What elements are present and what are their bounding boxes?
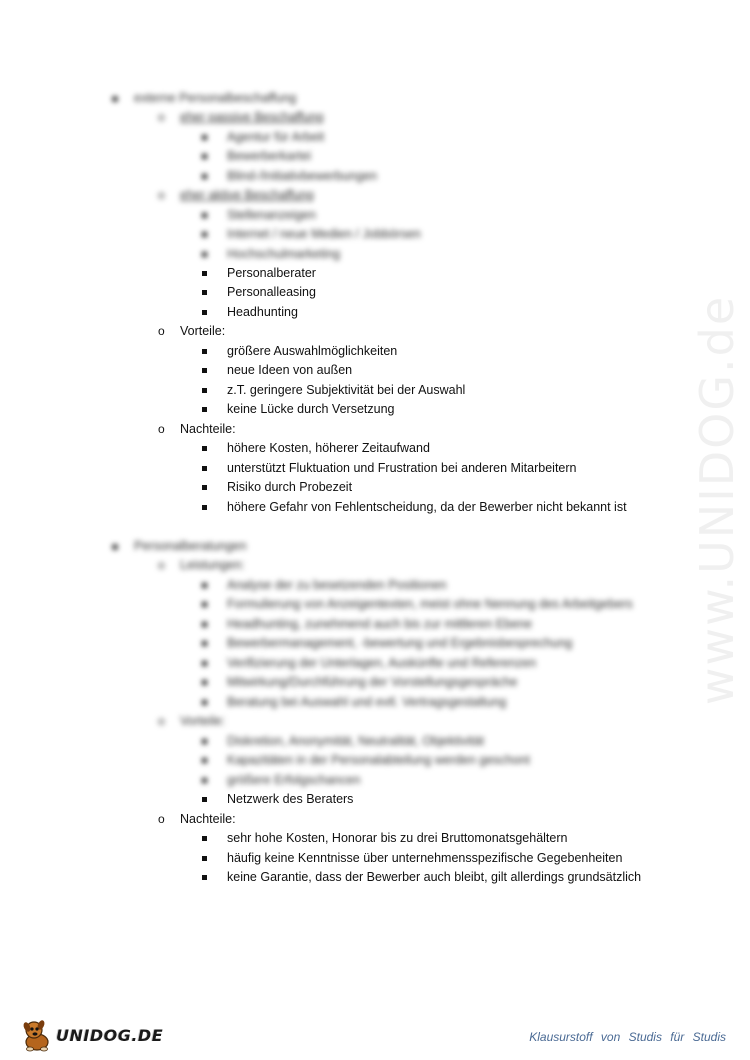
bullet-circle-icon: o: [158, 188, 165, 202]
group-title: o Nachteile:: [158, 810, 236, 830]
bullet-square-icon: [202, 680, 207, 685]
bullet-square-icon: [202, 622, 207, 627]
list-item: größere Auswahlmöglichkeiten: [200, 342, 397, 362]
section-title: externe Personalbeschaffung: [112, 89, 296, 109]
bullet-square-icon: [202, 797, 207, 802]
bullet-circle-icon: o: [158, 558, 165, 572]
bullet-circle-icon: o: [158, 324, 165, 338]
list-item: Bewerbermanagement, -bewertung und Ergebnisbesprechung: [200, 634, 572, 654]
bullet-square-icon: [202, 213, 207, 218]
group-title: o eher aktive Beschaffung: [158, 186, 314, 206]
list-item: höhere Gefahr von Fehlentscheidung, da der Bewerber nicht bekannt ist: [200, 498, 627, 518]
bullet-square-icon: [202, 174, 207, 179]
bullet-square-icon: [202, 290, 207, 295]
list-item: Verifizierung der Unterlagen, Auskünfte und Referenzen: [200, 654, 536, 674]
list-item: höhere Kosten, höherer Zeitaufwand: [200, 439, 430, 459]
section-title: Personalberatungen: [112, 537, 247, 557]
list-item: Personalleasing: [200, 283, 316, 303]
bullet-square-icon: [202, 310, 207, 315]
bullet-square-icon: [202, 271, 207, 276]
bullet-square-icon: [202, 407, 207, 412]
list-item: Headhunting: [200, 303, 298, 323]
bullet-square-icon: [202, 505, 207, 510]
bullet-square-icon: [202, 232, 207, 237]
bullet-square-icon: [202, 758, 207, 763]
bullet-square-icon: [202, 875, 207, 880]
bullet-square-icon: [202, 836, 207, 841]
unidog-logo[interactable]: [20, 1018, 163, 1052]
bullet-square-icon: [202, 368, 207, 373]
bullet-square-icon: [202, 602, 207, 607]
list-item: keine Garantie, dass der Bewerber auch bleibt, gilt allerdings grundsätzlich: [200, 868, 641, 888]
bullet-square-icon: [202, 856, 207, 861]
list-item: Diskretion, Anonymität, Neutralität, Objektivität: [200, 732, 484, 752]
watermark-text: www.UNIDOG.de: [690, 294, 744, 706]
bullet-circle-icon: o: [158, 422, 165, 436]
group-title: o Leistungen:: [158, 556, 245, 576]
list-item: Netzwerk des Beraters: [200, 790, 353, 810]
list-item: Analyse der zu besetzenden Positionen: [200, 576, 447, 596]
list-item: größere Erfolgschancen: [200, 771, 360, 791]
dog-mascot-icon: [20, 1018, 54, 1052]
list-item: häufig keine Kenntnisse über unternehmensspezifische Gegebenheiten: [200, 849, 622, 869]
list-item: Stellenanzeigen: [200, 206, 316, 226]
bullet-square-icon: [202, 778, 207, 783]
bullet-square-icon: [202, 583, 207, 588]
group-title: o Vorteile:: [158, 322, 225, 342]
bullet-circle-icon: o: [158, 110, 165, 124]
group-title: o Vorteile:: [158, 712, 225, 732]
list-item: Risiko durch Probezeit: [200, 478, 352, 498]
list-item: keine Lücke durch Versetzung: [200, 400, 394, 420]
bullet-dot-icon: [112, 544, 118, 550]
bullet-square-icon: [202, 446, 207, 451]
list-item: sehr hohe Kosten, Honorar bis zu drei Bruttomonatsgehältern: [200, 829, 567, 849]
bullet-square-icon: [202, 739, 207, 744]
list-item: Hochschulmarketing: [200, 245, 340, 265]
bullet-dot-icon: [112, 96, 118, 102]
list-item: Bewerberkartei: [200, 147, 311, 167]
bullet-square-icon: [202, 466, 207, 471]
bullet-square-icon: [202, 252, 207, 257]
list-item: unterstützt Fluktuation und Frustration bei anderen Mitarbeitern: [200, 459, 577, 479]
group-title: o eher passive Beschaffung: [158, 108, 324, 128]
list-item: Personalberater: [200, 264, 316, 284]
list-item: Beratung bei Auswahl und evtl. Vertragsgestaltung: [200, 693, 506, 713]
bullet-square-icon: [202, 135, 207, 140]
list-item: z.T. geringere Subjektivität bei der Auswahl: [200, 381, 465, 401]
bullet-circle-icon: o: [158, 714, 165, 728]
logo-text: UNIDOG.DE: [56, 1025, 164, 1045]
bullet-circle-icon: o: [158, 812, 165, 826]
bullet-square-icon: [202, 349, 207, 354]
bullet-square-icon: [202, 700, 207, 705]
footer-tagline: Klausurstoff von Studis für Studis: [529, 1030, 726, 1044]
bullet-square-icon: [202, 661, 207, 666]
list-item: Agentur für Arbeit: [200, 128, 324, 148]
bullet-square-icon: [202, 641, 207, 646]
list-item: Kapazitäten in der Personalabteilung werden geschont: [200, 751, 530, 771]
bullet-square-icon: [202, 388, 207, 393]
list-item: Headhunting, zunehmend auch bis zur mittleren Ebene: [200, 615, 532, 635]
list-item: Internet / neue Medien / Jobbörsen: [200, 225, 421, 245]
group-title: o Nachteile:: [158, 420, 236, 440]
bullet-square-icon: [202, 154, 207, 159]
list-item: Formulierung von Anzeigentexten, meist ohne Nennung des Arbeitgebers: [200, 595, 633, 615]
list-item: Mitwirkung/Durchführung der Vorstellungsgespräche: [200, 673, 517, 693]
bullet-square-icon: [202, 485, 207, 490]
list-item: Blind-/Initiativbewerbungen: [200, 167, 377, 187]
list-item: neue Ideen von außen: [200, 361, 352, 381]
